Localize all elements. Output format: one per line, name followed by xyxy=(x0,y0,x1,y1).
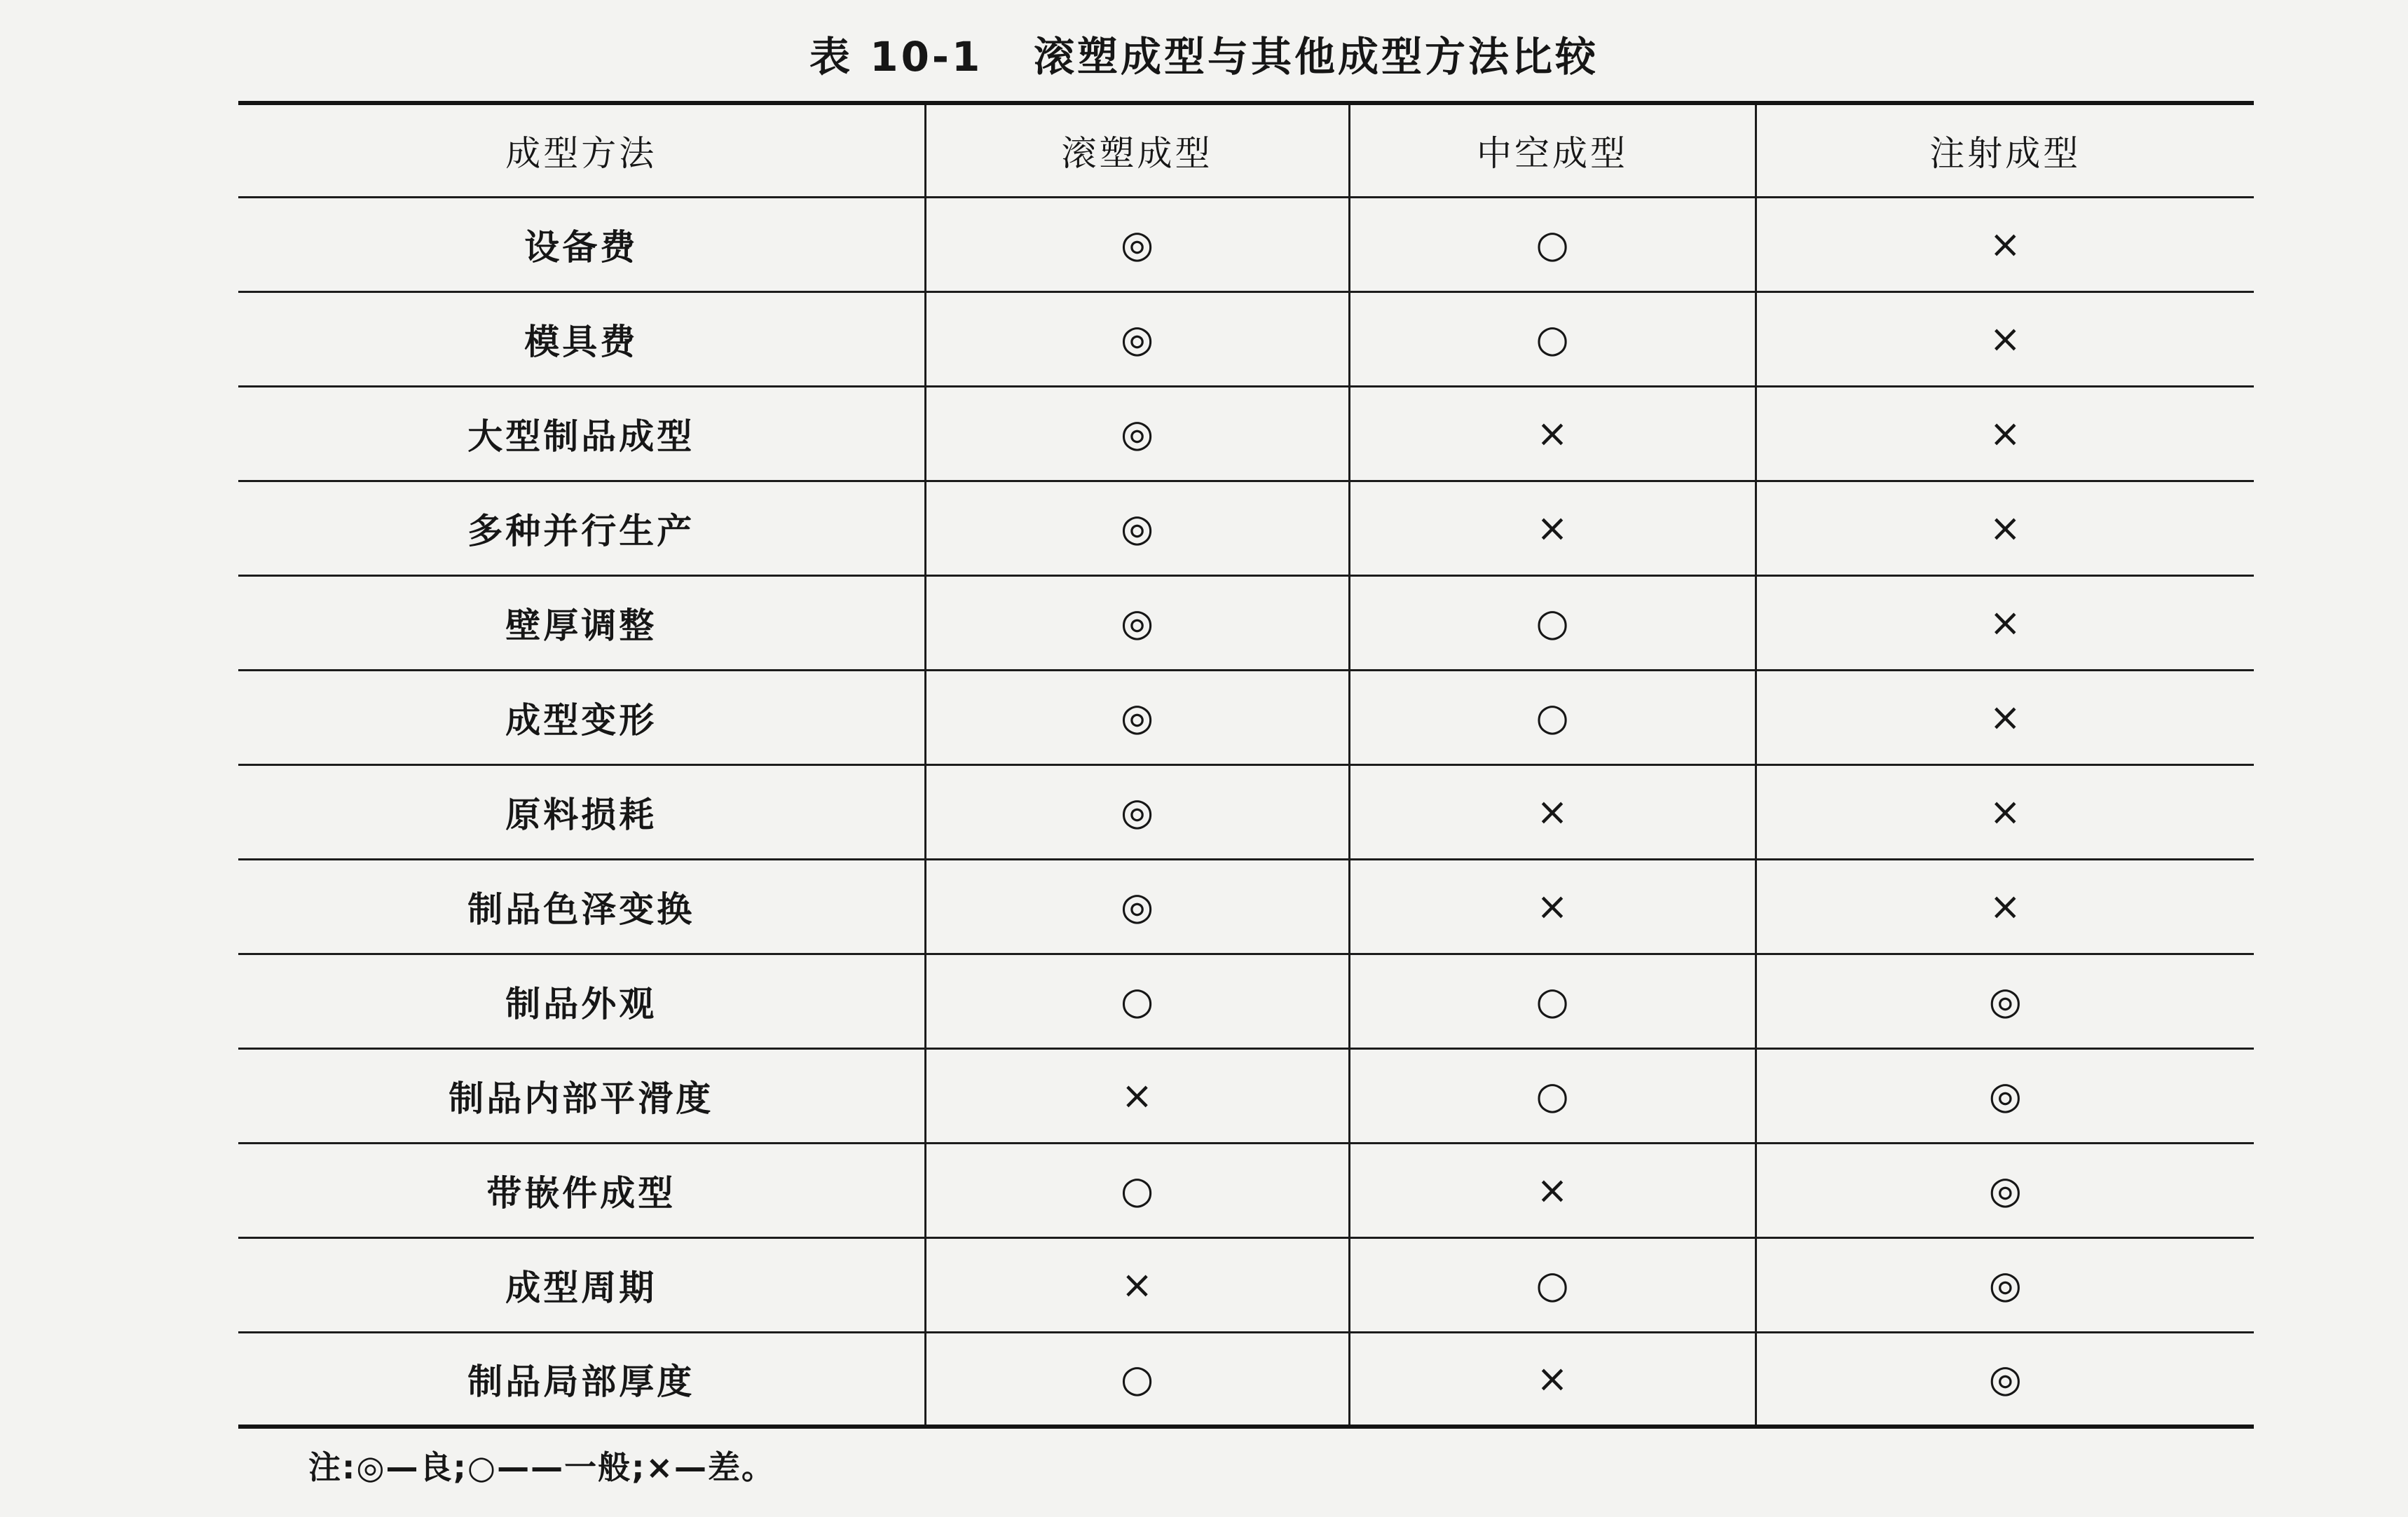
row-label: 模具费 xyxy=(238,291,925,386)
rating-blow: ○ xyxy=(1349,954,1756,1048)
rating-injection: ◎ xyxy=(1756,954,2254,1048)
rating-rotational: ○ xyxy=(925,1143,1349,1237)
row-label: 设备费 xyxy=(238,197,925,291)
rating-blow: ○ xyxy=(1349,1237,1756,1332)
table-row xyxy=(238,1048,2254,1143)
rating-rotational: × xyxy=(925,1237,1349,1332)
rating-injection: × xyxy=(1756,197,2254,291)
rating-rotational: ◎ xyxy=(925,670,1349,764)
table-row xyxy=(238,954,2254,1048)
rating-injection: ◎ xyxy=(1756,1237,2254,1332)
rating-blow: ○ xyxy=(1349,291,1756,386)
rating-rotational: × xyxy=(925,1048,1349,1143)
table-row xyxy=(238,291,2254,386)
rating-injection: × xyxy=(1756,386,2254,481)
rating-rotational: ◎ xyxy=(925,859,1349,954)
table-caption: 表 10-1 滚塑成型与其他成型方法比较 xyxy=(809,33,1599,81)
table-row xyxy=(238,670,2254,764)
rating-blow: ○ xyxy=(1349,1048,1756,1143)
rating-rotational: ◎ xyxy=(925,386,1349,481)
rating-blow: × xyxy=(1349,386,1756,481)
table-body xyxy=(238,197,2254,1427)
rating-injection: × xyxy=(1756,764,2254,859)
row-label: 成型变形 xyxy=(238,670,925,764)
rating-injection: × xyxy=(1756,670,2254,764)
table-header xyxy=(238,103,2254,197)
rating-rotational: ◎ xyxy=(925,764,1349,859)
row-label: 制品色泽变换 xyxy=(238,859,925,954)
header-row xyxy=(238,103,2254,197)
row-label: 大型制品成型 xyxy=(238,386,925,481)
table-row xyxy=(238,1143,2254,1237)
rating-rotational: ○ xyxy=(925,954,1349,1048)
row-label: 原料损耗 xyxy=(238,764,925,859)
table-row xyxy=(238,481,2254,575)
header-blow-molding: 中空成型 xyxy=(1349,103,1756,197)
table-row xyxy=(238,1332,2254,1427)
rating-rotational: ◎ xyxy=(925,197,1349,291)
rating-blow: × xyxy=(1349,764,1756,859)
rating-blow: × xyxy=(1349,481,1756,575)
header-rotational-molding: 滚塑成型 xyxy=(925,103,1349,197)
rating-injection: ◎ xyxy=(1756,1048,2254,1143)
table-row xyxy=(238,859,2254,954)
rating-blow: × xyxy=(1349,859,1756,954)
rating-blow: × xyxy=(1349,1143,1756,1237)
rating-injection: × xyxy=(1756,291,2254,386)
rating-rotational: ○ xyxy=(925,1332,1349,1427)
comparison-table-container xyxy=(238,101,2254,1429)
row-label: 成型周期 xyxy=(238,1237,925,1332)
rating-injection: × xyxy=(1756,859,2254,954)
rating-rotational: ◎ xyxy=(925,291,1349,386)
rating-blow: × xyxy=(1349,1332,1756,1427)
table-row xyxy=(238,764,2254,859)
header-method: 成型方法 xyxy=(238,103,925,197)
rating-blow: ○ xyxy=(1349,670,1756,764)
rating-injection: × xyxy=(1756,481,2254,575)
row-label: 壁厚调整 xyxy=(238,575,925,670)
rating-rotational: ◎ xyxy=(925,575,1349,670)
rating-injection: × xyxy=(1756,575,2254,670)
table-note: 注:◎—良;○——一般;×—差。 xyxy=(308,1448,776,1486)
table-row xyxy=(238,197,2254,291)
row-label: 带嵌件成型 xyxy=(238,1143,925,1237)
table-row xyxy=(238,575,2254,670)
row-label: 制品外观 xyxy=(238,954,925,1048)
row-label: 制品内部平滑度 xyxy=(238,1048,925,1143)
table-row xyxy=(238,1237,2254,1332)
header-injection-molding: 注射成型 xyxy=(1756,103,2254,197)
rating-injection: ◎ xyxy=(1756,1332,2254,1427)
rating-blow: ○ xyxy=(1349,197,1756,291)
rating-rotational: ◎ xyxy=(925,481,1349,575)
comparison-table xyxy=(238,101,2254,1429)
row-label: 制品局部厚度 xyxy=(238,1332,925,1427)
rating-injection: ◎ xyxy=(1756,1143,2254,1237)
table-row xyxy=(238,386,2254,481)
row-label: 多种并行生产 xyxy=(238,481,925,575)
rating-blow: ○ xyxy=(1349,575,1756,670)
